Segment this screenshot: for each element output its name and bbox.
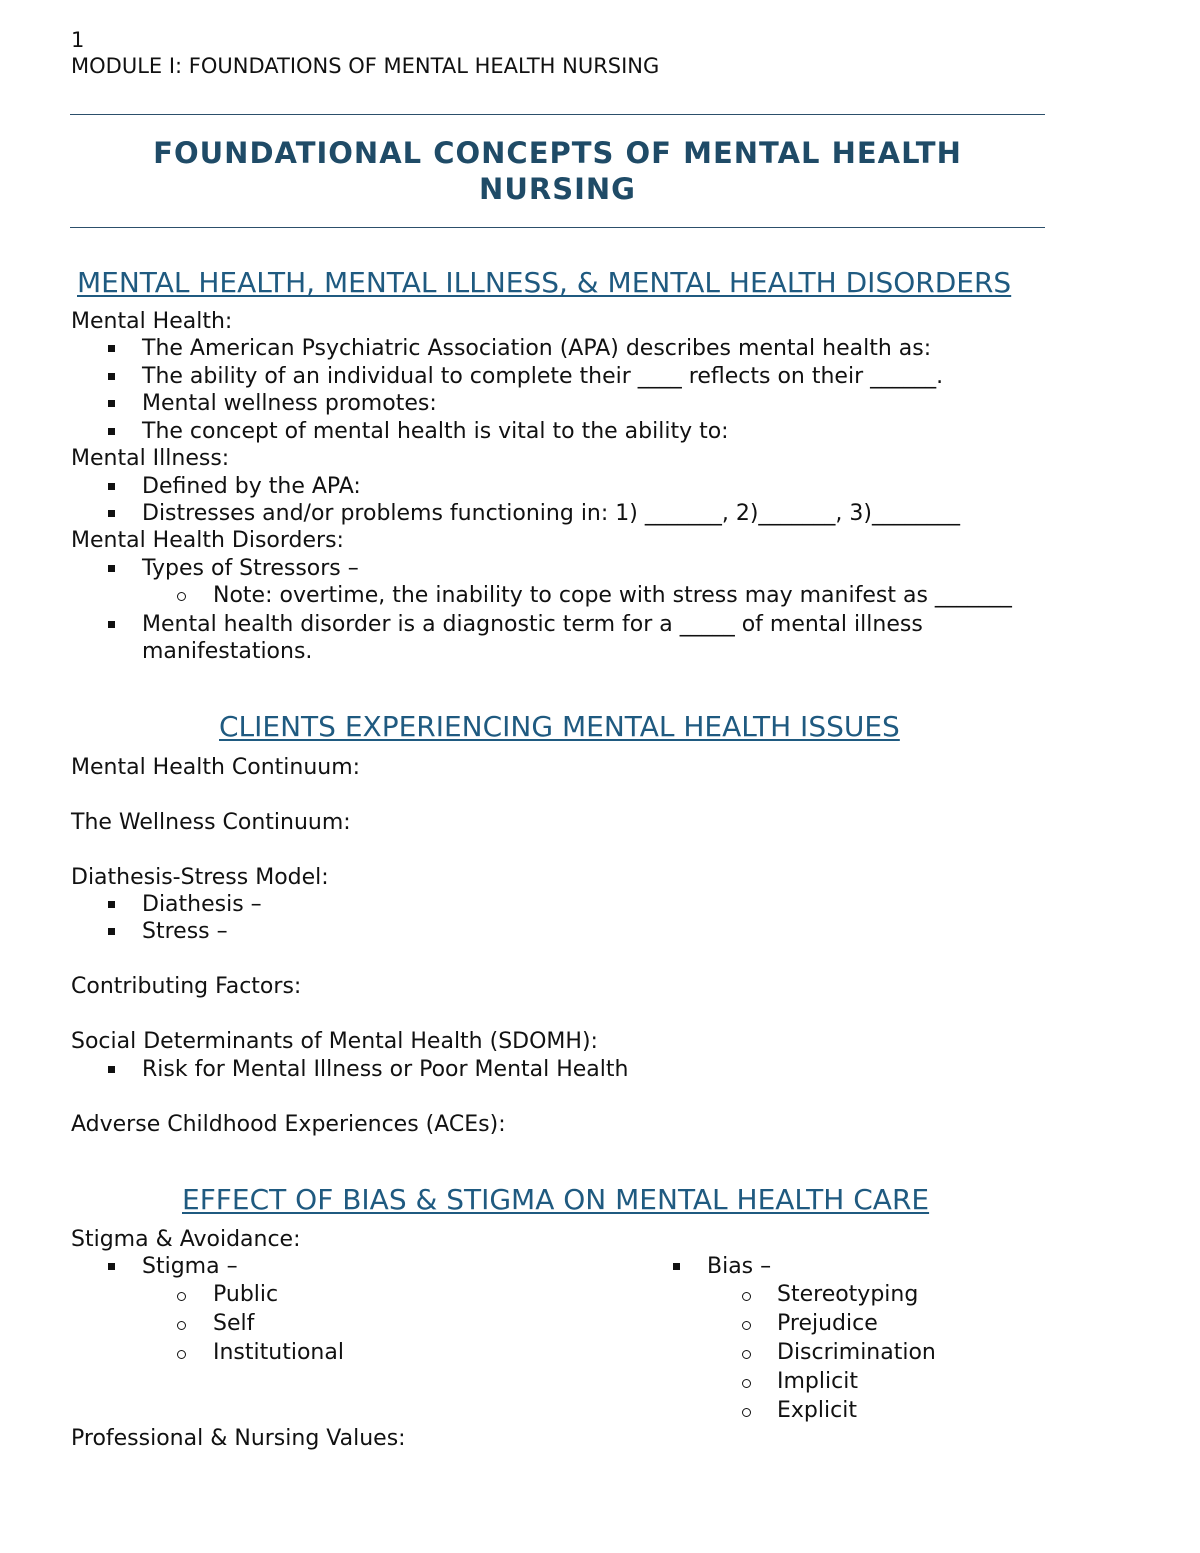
stigma-avoidance-label: Stigma & Avoidance: (71, 1227, 301, 1252)
title-bottom-rule (70, 227, 1045, 228)
bias-label: Bias – (707, 1254, 772, 1279)
list-item: The concept of mental health is vital to the ability to: (142, 419, 729, 444)
square-bullet-icon (108, 1263, 115, 1270)
list-item: Risk for Mental Illness or Poor Mental Health (142, 1057, 629, 1082)
list-item: Stress – (142, 919, 228, 944)
square-bullet-icon (108, 400, 115, 407)
section-heading-clients: CLIENTS EXPERIENCING MENTAL HEALTH ISSUES (219, 710, 900, 743)
circle-bullet-icon (742, 1379, 751, 1388)
square-bullet-icon (108, 1066, 115, 1073)
list-item: Distresses and/or problems functioning in: 1) _______, 2)_______, 3)________ (142, 501, 960, 526)
circle-bullet-icon (742, 1321, 751, 1330)
stigma-label: Stigma – (142, 1254, 238, 1279)
section-heading-mental-health: MENTAL HEALTH, MENTAL ILLNESS, & MENTAL HEALTH DISORDERS (77, 266, 1012, 299)
circle-bullet-icon (177, 1350, 186, 1359)
circle-bullet-icon (177, 1292, 186, 1301)
sdomh-label: Social Determinants of Mental Health (SDOMH): (71, 1029, 598, 1054)
list-item: The ability of an individual to complete their ____ reflects on their ______. (142, 364, 944, 389)
list-item: Defined by the APA: (142, 474, 361, 499)
mental-illness-label: Mental Illness: (71, 446, 230, 471)
square-bullet-icon (108, 373, 115, 380)
sub-list-item: Public (213, 1282, 279, 1307)
list-item: Mental health disorder is a diagnostic term for a _____ of mental illness (142, 612, 923, 637)
professional-values-label: Professional & Nursing Values: (71, 1426, 406, 1451)
list-item-continuation: manifestations. (142, 639, 313, 664)
diathesis-model-label: Diathesis-Stress Model: (71, 865, 329, 890)
sub-list-item: Stereotyping (777, 1282, 919, 1307)
circle-bullet-icon (742, 1350, 751, 1359)
list-item: The American Psychiatric Association (APA) describes mental health as: (142, 336, 932, 361)
list-item: Diathesis – (142, 892, 262, 917)
sub-list-item: Discrimination (777, 1340, 936, 1365)
square-bullet-icon (108, 901, 115, 908)
sub-list-item: Prejudice (777, 1311, 878, 1336)
list-item: Mental wellness promotes: (142, 391, 437, 416)
square-bullet-icon (108, 621, 115, 628)
sub-list-item: Explicit (777, 1398, 857, 1423)
contributing-label: Contributing Factors: (71, 974, 302, 999)
circle-bullet-icon (742, 1292, 751, 1301)
sub-list-item: Institutional (213, 1340, 344, 1365)
sub-list-item: Note: overtime, the inability to cope with stress may manifest as _______ (213, 583, 1012, 608)
wellness-label: The Wellness Continuum: (71, 810, 351, 835)
document-title: FOUNDATIONAL CONCEPTS OF MENTAL HEALTH NURSING (153, 136, 962, 206)
square-bullet-icon (673, 1263, 680, 1270)
circle-bullet-icon (742, 1408, 751, 1417)
module-header: MODULE I: FOUNDATIONS OF MENTAL HEALTH NURSING (71, 54, 660, 78)
title-top-rule (70, 114, 1045, 115)
mental-health-label: Mental Health: (71, 309, 233, 334)
sub-list-item: Self (213, 1311, 255, 1336)
page-number: 1 (71, 28, 85, 52)
aces-label: Adverse Childhood Experiences (ACEs): (71, 1112, 506, 1137)
square-bullet-icon (108, 345, 115, 352)
section-heading-bias-stigma: EFFECT OF BIAS & STIGMA ON MENTAL HEALTH CARE (182, 1183, 930, 1216)
circle-bullet-icon (177, 1321, 186, 1330)
square-bullet-icon (108, 428, 115, 435)
disorders-label: Mental Health Disorders: (71, 528, 344, 553)
continuum-label: Mental Health Continuum: (71, 755, 361, 780)
square-bullet-icon (108, 928, 115, 935)
circle-bullet-icon (177, 592, 186, 601)
square-bullet-icon (108, 510, 115, 517)
square-bullet-icon (108, 565, 115, 572)
list-item: Types of Stressors – (142, 556, 359, 581)
sub-list-item: Implicit (777, 1369, 858, 1394)
square-bullet-icon (108, 483, 115, 490)
